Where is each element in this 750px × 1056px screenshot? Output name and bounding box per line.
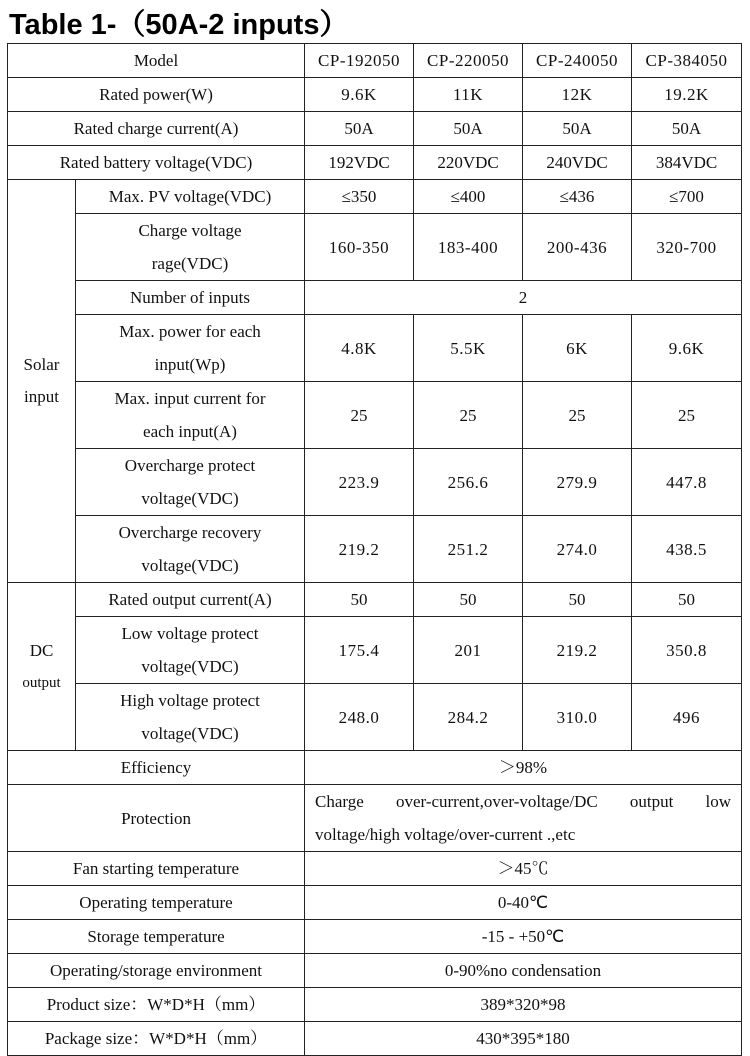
- table-row: [8, 44, 742, 78]
- cell-value: 447.8: [632, 449, 742, 516]
- group-label-dc-output: [8, 583, 76, 751]
- cell-value: ＞45℃: [305, 852, 742, 886]
- cell-value: 223.9: [305, 449, 414, 516]
- cell-value: 50A: [523, 112, 632, 146]
- row-label-line: Charge voltage: [138, 221, 242, 240]
- row-label-line: voltage(VDC): [141, 657, 239, 676]
- cell-value: 160-350: [305, 214, 414, 281]
- header-model-3: CP-240050: [523, 44, 632, 78]
- header-model-2: CP-220050: [414, 44, 523, 78]
- table-row: [8, 852, 742, 886]
- table-row: [8, 1022, 742, 1056]
- cell-value: 438.5: [632, 516, 742, 583]
- cell-value: 19.2K: [632, 78, 742, 112]
- cell-value: 384VDC: [632, 146, 742, 180]
- row-label-line: each input(A): [143, 422, 237, 441]
- cell-value: ＞98%: [305, 751, 742, 785]
- row-label: Storage temperature: [8, 920, 305, 954]
- table-row: [8, 886, 742, 920]
- cell-value: 50: [305, 583, 414, 617]
- row-label: [76, 214, 305, 281]
- cell-value: 2: [305, 281, 742, 315]
- table-title: Table 1-（50A-2 inputs）: [9, 9, 349, 41]
- cell-value: 11K: [414, 78, 523, 112]
- table-row: [8, 516, 742, 583]
- row-label: [76, 516, 305, 583]
- row-label: Operating/storage environment: [8, 954, 305, 988]
- group-label-line: Solar: [23, 355, 60, 374]
- cell-value: 248.0: [305, 684, 414, 751]
- cell-value: 12K: [523, 78, 632, 112]
- table-row: [8, 281, 742, 315]
- cell-value: 350.8: [632, 617, 742, 684]
- cell-value: 251.2: [414, 516, 523, 583]
- table-row: [8, 920, 742, 954]
- cell-value: ≤350: [305, 180, 414, 214]
- row-label: Rated output current(A): [76, 583, 305, 617]
- row-label: Rated power(W): [8, 78, 305, 112]
- cell-value: 50: [414, 583, 523, 617]
- table-row: [8, 988, 742, 1022]
- table-row: [8, 382, 742, 449]
- group-label-line: input: [24, 387, 59, 406]
- cell-value: 0-90%no condensation: [305, 954, 742, 988]
- group-label-line: output: [22, 674, 61, 691]
- table-row: [8, 180, 742, 214]
- header-model-4: CP-384050: [632, 44, 742, 78]
- row-label-line: voltage(VDC): [141, 489, 239, 508]
- row-label: Efficiency: [8, 751, 305, 785]
- row-label-line: High voltage protect: [120, 691, 260, 710]
- cell-value: 4.8K: [305, 315, 414, 382]
- table-row: [8, 214, 742, 281]
- header-model-1: CP-192050: [305, 44, 414, 78]
- row-label: Rated battery voltage(VDC): [8, 146, 305, 180]
- cell-value: 389*320*98: [305, 988, 742, 1022]
- table-row: [8, 112, 742, 146]
- cell-value: 274.0: [523, 516, 632, 583]
- cell-value: 0-40℃: [305, 886, 742, 920]
- cell-value: 192VDC: [305, 146, 414, 180]
- cell-value: 50A: [414, 112, 523, 146]
- cell-value: 240VDC: [523, 146, 632, 180]
- cell-value: 50: [523, 583, 632, 617]
- cell-value: 25: [305, 382, 414, 449]
- row-label: Number of inputs: [76, 281, 305, 315]
- table-row: [8, 617, 742, 684]
- spec-table: [7, 43, 742, 1056]
- cell-value: 320-700: [632, 214, 742, 281]
- table-row: [8, 146, 742, 180]
- row-label-line: input(Wp): [154, 355, 226, 374]
- cell-value: 50: [632, 583, 742, 617]
- cell-value: 5.5K: [414, 315, 523, 382]
- row-label: [76, 617, 305, 684]
- cell-value: 256.6: [414, 449, 523, 516]
- cell-value: 50A: [305, 112, 414, 146]
- row-label-line: Max. input current for: [114, 389, 266, 408]
- table-row: [8, 954, 742, 988]
- row-label: Max. PV voltage(VDC): [76, 180, 305, 214]
- table-row: [8, 449, 742, 516]
- cell-value: -15 - +50℃: [305, 920, 742, 954]
- row-label: [76, 382, 305, 449]
- group-label-solar-input: [8, 180, 76, 583]
- row-label-line: voltage(VDC): [141, 556, 239, 575]
- table-row: [8, 785, 742, 852]
- row-label: Operating temperature: [8, 886, 305, 920]
- cell-value: 201: [414, 617, 523, 684]
- row-label-line: Max. power for each: [119, 322, 261, 341]
- cell-value: 310.0: [523, 684, 632, 751]
- cell-value: 430*395*180: [305, 1022, 742, 1056]
- cell-value: ≤400: [414, 180, 523, 214]
- cell-value: ≤436: [523, 180, 632, 214]
- cell-value: 25: [632, 382, 742, 449]
- row-label: Rated charge current(A): [8, 112, 305, 146]
- header-model-label: Model: [8, 44, 305, 78]
- cell-value: 200-436: [523, 214, 632, 281]
- cell-value: 25: [414, 382, 523, 449]
- row-label-line: Overcharge recovery: [118, 523, 262, 542]
- row-label: [76, 684, 305, 751]
- row-label: [76, 315, 305, 382]
- row-label: Product size：W*D*H（mm）: [8, 988, 305, 1022]
- cell-value: 219.2: [523, 617, 632, 684]
- table-row: [8, 78, 742, 112]
- row-label-line: rage(VDC): [151, 254, 229, 273]
- row-label: Protection: [8, 785, 305, 852]
- cell-value: 9.6K: [305, 78, 414, 112]
- table-row: [8, 315, 742, 382]
- cell-value: 220VDC: [414, 146, 523, 180]
- row-label: Package size：W*D*H（mm）: [8, 1022, 305, 1056]
- table-row: [8, 751, 742, 785]
- cell-value: 279.9: [523, 449, 632, 516]
- row-label: [76, 449, 305, 516]
- table-row: [8, 684, 742, 751]
- row-label-line: voltage(VDC): [141, 724, 239, 743]
- cell-value: 6K: [523, 315, 632, 382]
- cell-value: 50A: [632, 112, 742, 146]
- cell-value: 219.2: [305, 516, 414, 583]
- cell-value: 9.6K: [632, 315, 742, 382]
- cell-value: Charge over-current,over-voltage/DC output low voltage/high voltage/over-current .,etc: [305, 785, 742, 852]
- table-row: [8, 583, 742, 617]
- cell-value: 496: [632, 684, 742, 751]
- cell-value: 25: [523, 382, 632, 449]
- cell-value: 284.2: [414, 684, 523, 751]
- row-label: Fan starting temperature: [8, 852, 305, 886]
- row-label-line: Low voltage protect: [121, 624, 259, 643]
- row-label-line: Overcharge protect: [124, 456, 256, 475]
- cell-value: 175.4: [305, 617, 414, 684]
- group-label-line: DC: [29, 640, 54, 660]
- cell-value: ≤700: [632, 180, 742, 214]
- cell-value: 183-400: [414, 214, 523, 281]
